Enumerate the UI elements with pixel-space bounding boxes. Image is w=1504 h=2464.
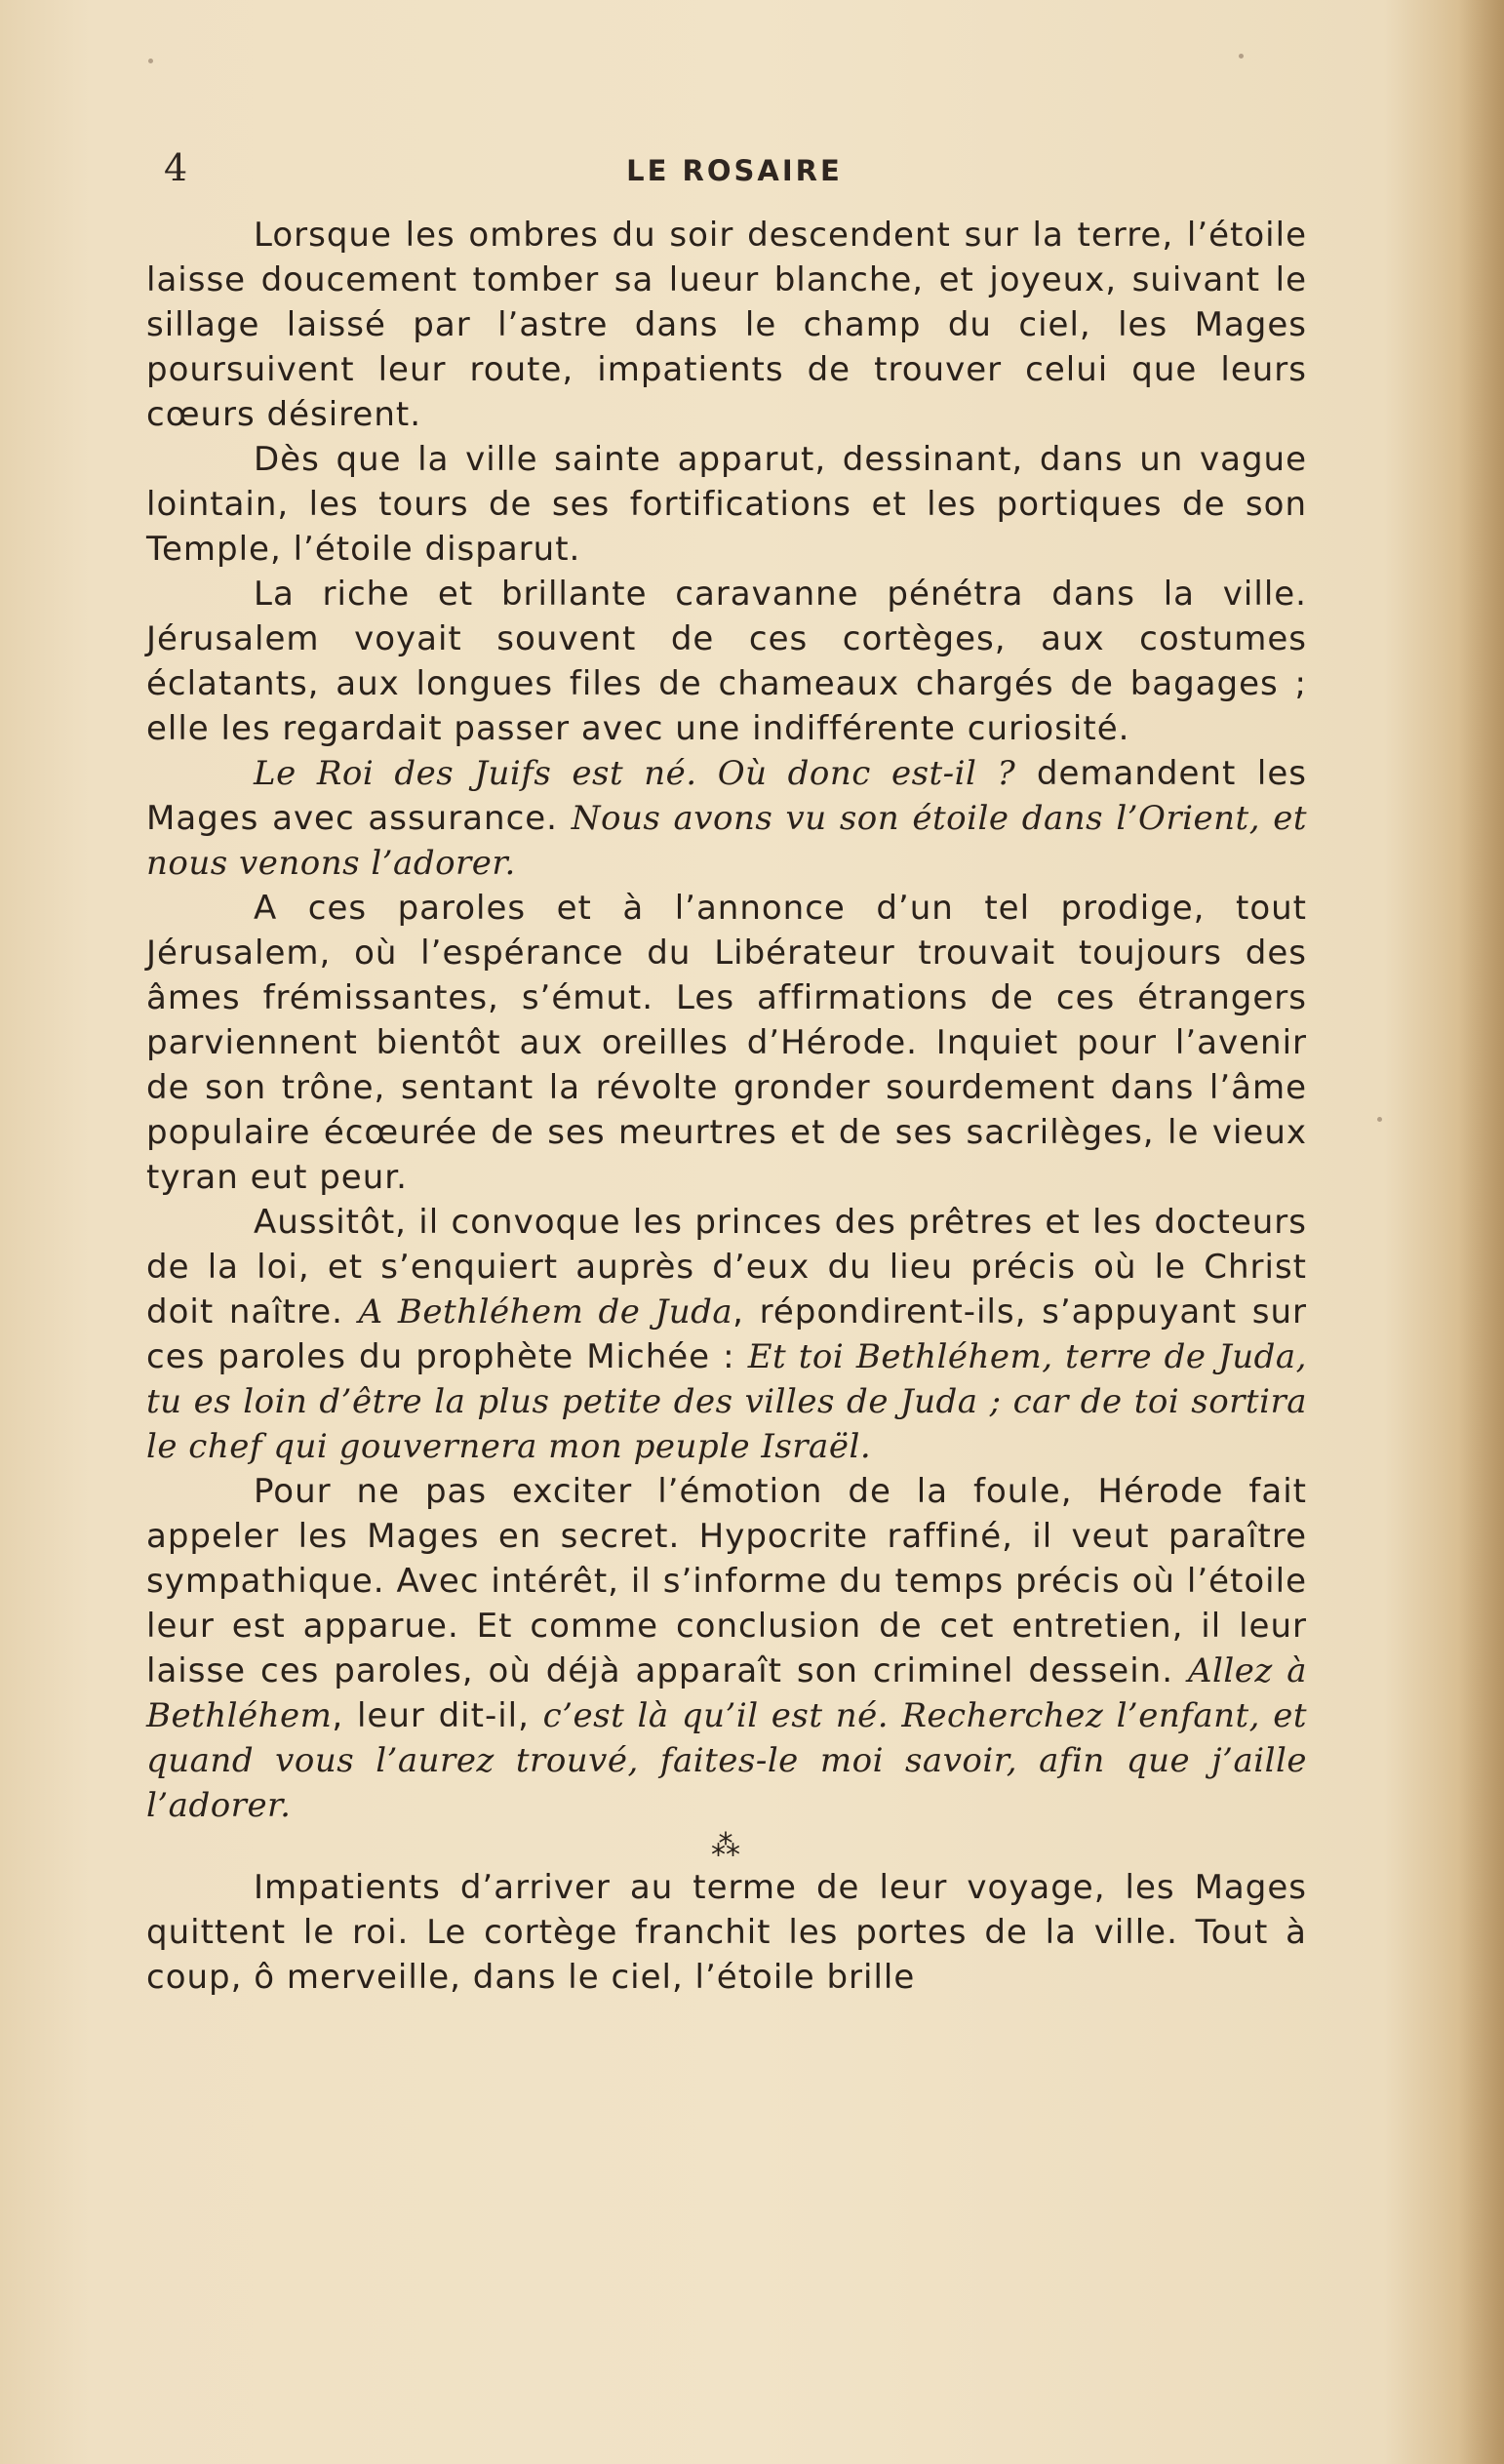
italic-quote: Nous avons vu son étoile dans l’Orient, et nous venons l’adorer. xyxy=(146,799,1307,883)
italic-quote: Allez à Bethléhem xyxy=(146,1651,1307,1735)
paragraph-text: Aussitôt, il convoque les princes des prêtres et les docteurs de la loi, et s’enquiert auprès d’eux du lieu précis où le Christ doit naître. xyxy=(146,1203,1307,1331)
running-title: LE ROSAIRE xyxy=(626,154,843,187)
paragraph-text: , répondirent-ils, s’appuyant sur ces paroles du prophète Michée : xyxy=(146,1292,1307,1376)
paper-speck xyxy=(1239,54,1244,59)
paper-speck xyxy=(148,59,153,63)
section-asterism: ⁂ xyxy=(711,1829,742,1863)
page-edge-shadow xyxy=(1459,0,1504,2464)
body-text xyxy=(146,213,1307,2000)
paragraph-text: demandent les Mages avec assurance. xyxy=(146,754,1308,838)
paragraph-text: , leur dit-il, xyxy=(332,1696,543,1735)
paragraph-1: Lorsque les ombres du soir descendent sur la terre, l’étoile laisse doucement tomber sa lueur blanche, et joyeux, suivant le sillage laissé par l’astre dans le champ du ciel, les Mages poursuivent leur route, impatients de trouver celui que leurs cœurs désirent. xyxy=(146,216,1307,434)
paragraph-6 xyxy=(146,1200,1307,1469)
paragraph-2: Dès que la ville sainte apparut, dessinant, dans un vague lointain, les tours de ses fortifications et les portiques de son Temple, l’étoile disparut. xyxy=(146,440,1307,569)
italic-quote: Le Roi des Juifs est né. Où donc est-il ? xyxy=(254,754,1016,793)
paragraph-4 xyxy=(146,751,1307,886)
italic-quote: Et toi Bethléhem, terre de Juda, tu es loin d’être la plus petite des villes de Juda ; car de toi sortira le chef qui gouvernera mon peuple Israël. xyxy=(146,1337,1307,1466)
italic-quote: c’est là qu’il est né. Recherchez l’enfant, et quand vous l’aurez trouvé, faites-le moi savoir, afin que j’aille l’adorer. xyxy=(146,1696,1308,1825)
paragraph-3: La riche et brillante caravanne pénétra dans la ville. Jérusalem voyait souvent de ces cortèges, aux costumes éclatants, aux longues files de chameaux chargés de bagages ; elle les regardait passer avec une indifférente curiosité. xyxy=(146,575,1307,748)
paragraph-5: A ces paroles et à l’annonce d’un tel prodige, tout Jérusalem, où l’espérance du Libérateur trouvait toujours des âmes frémissantes, s’émut. Les affirmations de ces étrangers parviennent bientôt aux oreilles d’Hérode. Inquiet pour l’avenir de son trône, sentant la révolte gronder sourdement dans l’âme populaire écœurée de ses meurtres et de ses sacrilèges, le vieux tyran eut peur. xyxy=(146,889,1307,1197)
italic-quote: A Bethléhem de Juda xyxy=(358,1292,733,1331)
paragraph-8: Impatients d’arriver au terme de leur voyage, les Mages quittent le roi. Le cortège franchit les portes de la ville. Tout à coup, ô merveille, dans le ciel, l’étoile brille xyxy=(146,1868,1307,1997)
page-number: 4 xyxy=(164,146,188,189)
page-header xyxy=(164,146,1305,195)
paper-speck xyxy=(1377,1117,1382,1122)
paragraph-text: Pour ne pas exciter l’émotion de la foule, Hérode fait appeler les Mages en secret. Hypocrite raffiné, il veut paraître sympathique. Avec intérêt, il s’informe du temps précis où l’étoile leur est apparue. Et comme conclusion de cet entretien, il leur laisse ces paroles, où déjà apparaît son criminel dessein. xyxy=(146,1472,1307,1690)
paragraph-7 xyxy=(146,1469,1307,1828)
